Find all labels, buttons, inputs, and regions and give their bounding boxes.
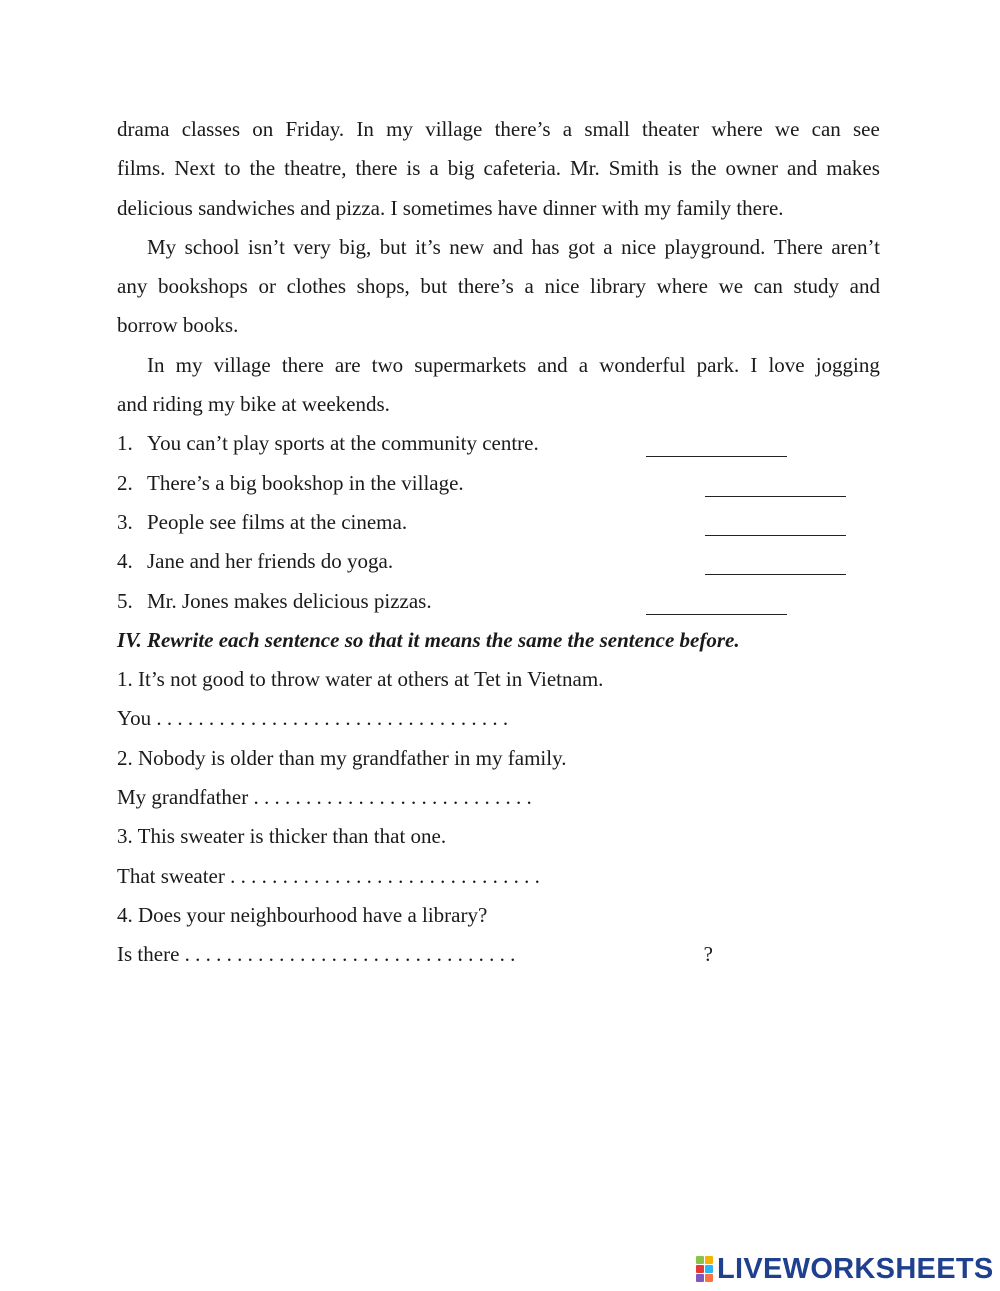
passage-word: village: [213, 352, 271, 377]
tf-item: [117, 542, 880, 581]
logo-wordmark: LIVEWORKSHEETS: [717, 1252, 994, 1285]
passage-word: and: [537, 352, 568, 377]
passage-word: a: [603, 234, 613, 259]
passage-word: are: [334, 352, 361, 377]
passage-word: but: [420, 274, 448, 299]
passage-word: There: [773, 234, 823, 259]
passage-word: and: [786, 156, 818, 181]
rewrite-start: Is there: [117, 942, 180, 967]
rewrite-answer-row: [117, 699, 880, 738]
passage-word: a: [429, 156, 439, 181]
passage-word: park.: [696, 352, 740, 377]
tf-number: 5.: [117, 588, 133, 613]
passage-word: a: [524, 274, 534, 299]
passage-word: where: [656, 274, 708, 299]
passage-word: Mr.: [570, 156, 600, 181]
liveworksheets-logo: [696, 1252, 994, 1286]
rewrite-answer-field[interactable]: [253, 785, 693, 810]
passage-word: nice: [621, 234, 657, 259]
passage-word: new: [449, 234, 485, 259]
logo-block: [705, 1265, 713, 1273]
liveworksheets-logo-icon: [696, 1256, 713, 1282]
logo-block: [705, 1274, 713, 1282]
passage-word: is: [406, 156, 421, 181]
passage-word: there’s: [457, 274, 514, 299]
tf-number: 1.: [117, 431, 133, 456]
worksheet-page: [117, 110, 880, 975]
tf-item: [117, 582, 880, 621]
rewrite-prompt: 2. Nobody is older than my grandfather in my family.: [117, 745, 567, 770]
tf-statement: There’s a big bookshop in the village.: [147, 470, 464, 495]
rewrite-prompt: 4. Does your neighbourhood have a library?: [117, 902, 488, 927]
passage-word: theater: [642, 117, 700, 141]
passage-word: school: [184, 234, 240, 259]
passage-word: to: [224, 156, 241, 181]
logo-block: [696, 1274, 704, 1282]
tf-item: [117, 503, 880, 542]
passage-word: can: [811, 117, 841, 141]
passage-word: the: [249, 156, 276, 181]
passage-word: playground.: [664, 234, 766, 259]
passage-word: In: [356, 117, 374, 141]
passage-word: isn’t: [247, 234, 285, 259]
passage-word: clothes: [286, 274, 347, 299]
rewrite-answer-field[interactable]: [230, 864, 705, 889]
tf-number: 4.: [117, 549, 133, 574]
logo-block: [696, 1256, 704, 1264]
rewrite-start: You: [117, 706, 152, 731]
section-heading: IV. Rewrite each sentence so that it means the same the sentence before.: [117, 627, 740, 652]
passage-word: there: [355, 156, 398, 181]
passage-word: has: [531, 234, 560, 259]
passage-word: drama: [117, 117, 170, 141]
passage-word: very: [293, 234, 331, 259]
tf-answer-field[interactable]: [646, 424, 787, 457]
passage-line: [117, 267, 880, 306]
passage-word: village: [425, 117, 483, 141]
passage-word: love: [768, 352, 805, 377]
passage-word: or: [258, 274, 276, 299]
tf-statement: People see films at the cinema.: [147, 509, 408, 534]
passage-word: Smith: [608, 156, 659, 181]
rewrite-answer-row: [117, 857, 880, 896]
passage-word: my: [386, 117, 413, 141]
passage-line: [117, 149, 880, 188]
passage-word: I: [750, 352, 758, 377]
tf-answer-field[interactable]: [705, 542, 846, 575]
passage-word: library: [590, 274, 647, 299]
passage-word: Next: [174, 156, 216, 181]
passage-word: my: [175, 352, 203, 377]
passage-line: delicious sandwiches and pizza. I sometimes have dinner with my family there.: [117, 195, 784, 220]
rewrite-start: My grandfather: [117, 785, 249, 810]
passage-word: aren’t: [831, 234, 880, 259]
tf-answer-field[interactable]: [646, 582, 787, 615]
passage-word: My: [147, 234, 177, 259]
passage-word: nice: [544, 274, 580, 299]
rewrite-answer-field[interactable]: [185, 942, 700, 967]
passage-word: but: [379, 234, 407, 259]
passage-word: can: [753, 274, 783, 299]
passage-word: two: [371, 352, 404, 377]
rewrite-prompt: 1. It’s not good to throw water at others at Tet in Vietnam.: [117, 667, 604, 692]
passage-word: on: [252, 117, 274, 141]
passage-word: theatre,: [284, 156, 347, 181]
passage-word: it’s: [415, 234, 441, 259]
passage-word: and: [492, 234, 524, 259]
passage-line: [117, 228, 880, 267]
passage-word: makes: [826, 156, 880, 181]
passage-word: a: [562, 117, 573, 141]
rewrite-prompt: 3. This sweater is thicker than that one.: [117, 824, 447, 849]
rewrite-answer-row: [117, 935, 880, 974]
tf-item: [117, 424, 880, 463]
passage-word: bookshops: [157, 274, 248, 299]
passage-word: supermarkets: [414, 352, 527, 377]
passage-word: got: [567, 234, 595, 259]
rewrite-answer-field[interactable]: [156, 706, 701, 731]
passage-word: and: [849, 274, 880, 299]
passage-line: [117, 346, 880, 385]
passage-word: there’s: [494, 117, 551, 141]
passage-word: is: [667, 156, 682, 181]
rewrite-end-mark: ?: [703, 942, 713, 967]
passage-word: cafeteria.: [483, 156, 562, 181]
passage-word: wonderful: [599, 352, 686, 377]
passage-word: we: [718, 274, 744, 299]
passage-line: and riding my bike at weekends.: [117, 392, 390, 417]
passage-word: classes: [181, 117, 241, 141]
tf-number: 2.: [117, 470, 133, 495]
passage-word: shops,: [356, 274, 410, 299]
rewrite-answer-row: [117, 778, 880, 817]
passage-word: Friday.: [285, 117, 345, 141]
logo-block: [696, 1265, 704, 1273]
tf-statement: Jane and her friends do yoga.: [147, 549, 394, 574]
passage-word: study: [793, 274, 840, 299]
passage-word: big: [447, 156, 475, 181]
passage-word: a: [578, 352, 589, 377]
passage-line: borrow books.: [117, 313, 239, 338]
passage-word: small: [584, 117, 630, 141]
passage-line: [117, 110, 880, 149]
tf-number: 3.: [117, 509, 133, 534]
passage-word: the: [690, 156, 717, 181]
passage-word: owner: [725, 156, 778, 181]
passage-word: big,: [339, 234, 372, 259]
tf-statement: Mr. Jones makes delicious pizzas.: [147, 588, 432, 613]
passage-word: any: [117, 274, 148, 299]
logo-block: [705, 1256, 713, 1264]
passage-word: jogging: [815, 352, 880, 377]
rewrite-start: That sweater: [117, 863, 225, 888]
passage-word: In: [147, 352, 165, 377]
passage-word: where: [711, 117, 763, 141]
tf-answer-field[interactable]: [705, 464, 846, 497]
passage-word: see: [853, 117, 880, 141]
passage-word: there: [281, 352, 324, 377]
tf-item: [117, 464, 880, 503]
tf-statement: You can’t play sports at the community centre.: [147, 431, 539, 456]
passage-word: films.: [117, 156, 166, 181]
passage-word: we: [774, 117, 800, 141]
tf-answer-field[interactable]: [705, 503, 846, 536]
